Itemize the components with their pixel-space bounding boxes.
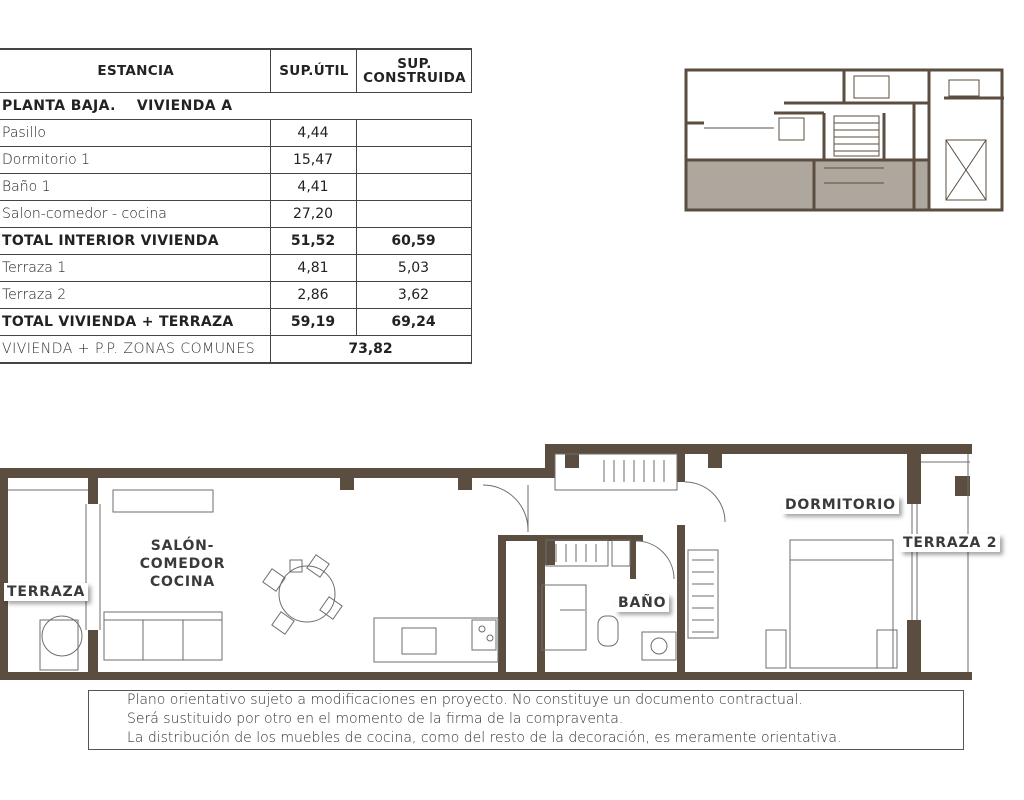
total-terraza-row [0,309,471,336]
header-estancia: ESTANCIA [0,49,270,93]
header-sup-construida-line2: CONSTRUIDA [363,70,466,86]
room-label-dormitorio: DORMITORIO [782,496,899,514]
room-label-salon-line1: SALÓN-COMEDOR [139,538,226,572]
room-construida [356,120,471,147]
room-util: 2,86 [270,282,356,309]
total-terraza-util: 59,19 [270,309,356,336]
header-sup-construida [356,49,471,93]
total-interior-row [0,228,471,255]
table-row [0,174,471,201]
header-sup-util: SUP.ÚTIL [270,49,356,93]
disclaimer-line: La distribución de los muebles de cocina, como del resto de la decoración, es meramente orientativa. [127,730,842,746]
total-interior-util: 51,52 [270,228,356,255]
total-interior-construida: 60,59 [356,228,471,255]
room-util: 4,81 [270,255,356,282]
room-util: 15,47 [270,147,356,174]
disclaimer-line: Será sustituido por otro en el momento de la firma de la compraventa. [127,711,624,727]
table-row [0,201,471,228]
room-name: Dormitorio 1 [0,147,270,174]
room-construida: 3,62 [356,282,471,309]
disclaimer-box [88,690,964,750]
comunes-value: 73,82 [270,336,471,364]
disclaimer-line: Plano orientativo sujeto a modificaciones en proyecto. No constituye un documento contractual. [127,692,803,708]
room-label-salon-line2: COCINA [149,574,215,590]
section-title: PLANTA BAJA. VIVIENDA A [0,93,471,120]
room-construida: 5,03 [356,255,471,282]
room-label-terraza-2: TERRAZA 2 [900,534,1000,552]
total-terraza-label: TOTAL VIVIENDA + TERRAZA [0,309,270,336]
room-name: Pasillo [0,120,270,147]
surfaces-table [0,48,472,364]
room-util: 4,44 [270,120,356,147]
room-construida [356,201,471,228]
table-row [0,282,471,309]
key-plan [684,68,1005,214]
room-construida [356,147,471,174]
header-sup-construida-line1: SUP. [397,56,432,72]
room-label-bano: BAÑO [615,594,669,612]
room-name: Terraza 1 [0,255,270,282]
room-construida [356,174,471,201]
table-row [0,255,471,282]
table-row [0,147,471,174]
room-name: Salon-comedor - cocina [0,201,270,228]
section-row [0,93,471,120]
key-plan-highlight [686,160,929,210]
comunes-row [0,336,471,364]
table-row [0,120,471,147]
room-label-terraza: TERRAZA [4,583,88,601]
room-name: Terraza 2 [0,282,270,309]
comunes-label: VIVIENDA + P.P. ZONAS COMUNES [0,336,270,364]
room-util: 27,20 [270,201,356,228]
total-interior-label: TOTAL INTERIOR VIVIENDA [0,228,270,255]
total-terraza-construida: 69,24 [356,309,471,336]
room-name: Baño 1 [0,174,270,201]
table-header-row [0,49,471,93]
room-util: 4,41 [270,174,356,201]
room-label-salon-comedor [110,537,255,591]
